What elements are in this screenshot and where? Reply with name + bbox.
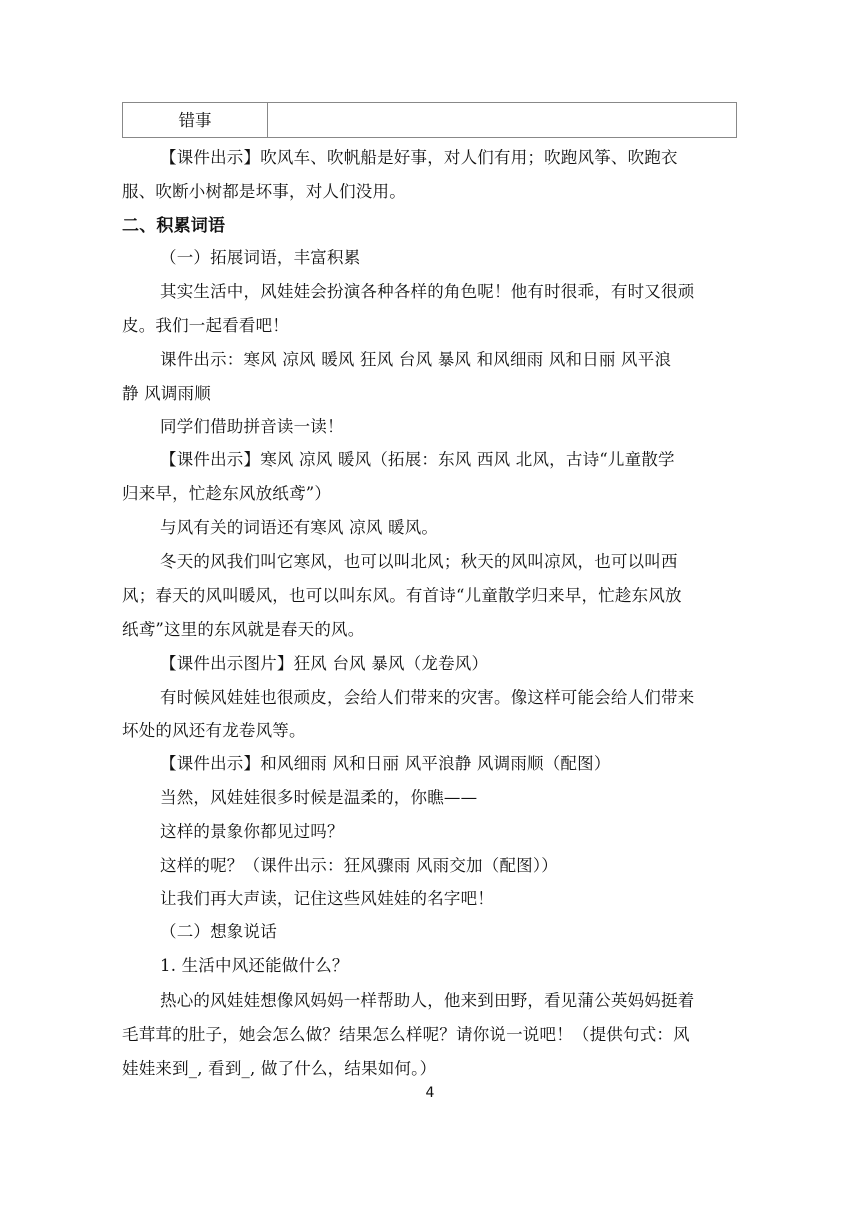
table-cell-label: 错事: [123, 103, 268, 137]
paragraph-line: 热心的风娃娃想像风妈妈一样帮助人，他来到田野，看见蒲公英妈妈挺着: [160, 991, 695, 1010]
paragraph-line: 当然，风娃娃很多时候是温柔的，你瞧——: [160, 788, 478, 807]
paragraph-line: 其实生活中，风娃娃会扮演各种各样的角色呢！他有时很乖，有时又很顽: [160, 282, 695, 301]
list-item: 1. 生活中风还能做什么？: [160, 956, 349, 975]
paragraph-line: 这样的景象你都见过吗？: [160, 822, 344, 841]
paragraph-line: 纸鸢”这里的东风就是春天的风。: [122, 620, 365, 639]
paragraph-line: 【课件出示】和风细雨 风和日丽 风平浪静 风调雨顺（配图）: [160, 754, 611, 773]
paragraph-line: 归来早，忙趁东风放纸鸢”）: [122, 484, 332, 503]
paragraph-line: 同学们借助拼音读一读！: [160, 417, 344, 436]
paragraph-line: 课件出示：寒风 凉风 暖风 狂风 台风 暴风 和风细雨 风和日丽 风平浪: [160, 350, 672, 369]
paragraph-line: 冬天的风我们叫它寒风，也可以叫北风；秋天的风叫凉风，也可以叫西: [160, 552, 678, 571]
paragraph-line: 静 风调雨顺: [122, 384, 211, 403]
paragraph-line: 风；春天的风叫暖风，也可以叫东风。有首诗“儿童散学归来早，忙趁东风放: [122, 586, 682, 605]
paragraph-line: 有时候风娃娃也很顽皮，会给人们带来的灾害。像这样可能会给人们带来: [160, 688, 695, 707]
paragraph-line: 【课件出示】寒风 凉风 暖风（拓展：东风 西风 北风，古诗“儿童散学: [160, 450, 675, 469]
table-cell-value: [268, 103, 736, 137]
subsection-heading: （一）拓展词语，丰富积累: [160, 248, 361, 267]
paragraph-line: 皮。我们一起看看吧！: [122, 316, 289, 335]
paragraph-line: 娃娃来到_, 看到_, 做了什么，结果如何。）: [122, 1059, 437, 1078]
paragraph-line: 服、吹断小树都是坏事，对人们没用。: [122, 182, 406, 201]
section-heading: 二、积累词语: [122, 216, 226, 236]
subsection-heading: （二）想象说话: [160, 922, 277, 941]
paragraph-line: 让我们再大声读，记住这些风娃娃的名字吧！: [160, 889, 494, 908]
paragraph-line: 【课件出示】吹风车、吹帆船是好事，对人们有用；吹跑风筝、吹跑衣: [160, 148, 678, 167]
paragraph-line: 【课件出示图片】狂风 台风 暴风（龙卷风）: [160, 654, 489, 673]
paragraph-line: 毛茸茸的肚子，她会怎么做？结果怎么样呢？请你说一说吧！（提供句式：风: [122, 1025, 690, 1044]
paragraph-line: 这样的呢？（课件出示：狂风骤雨 风雨交加（配图））: [160, 856, 558, 875]
page-number: 4: [425, 1085, 435, 1101]
table-row: [122, 102, 737, 138]
paragraph-line: 坏处的风还有龙卷风等。: [122, 721, 306, 740]
paragraph-line: 与风有关的词语还有寒风 凉风 暖风。: [160, 518, 439, 537]
